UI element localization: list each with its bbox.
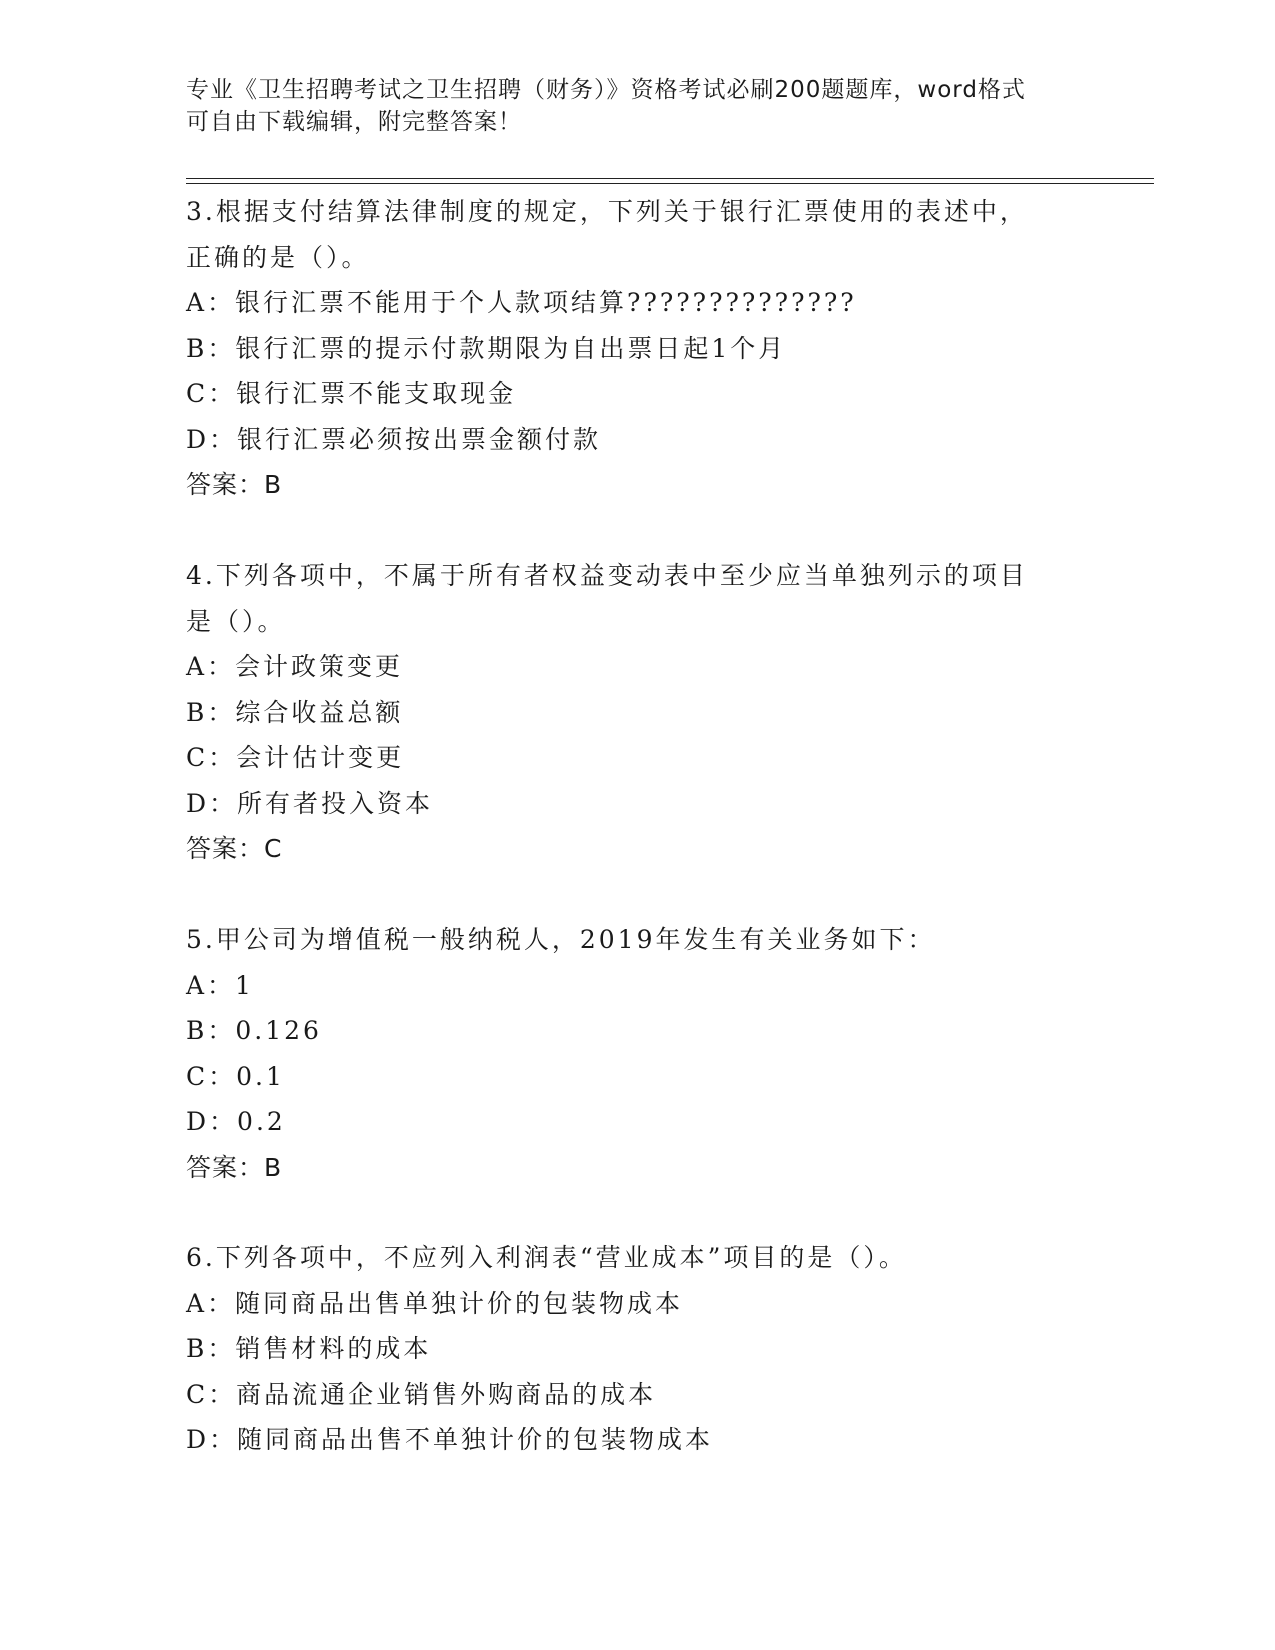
option-a: A：会计政策变更	[186, 652, 404, 681]
document-header	[186, 74, 1086, 138]
option-d: D：银行汇票必须按出票金额付款	[186, 424, 602, 454]
option-a: A：随同商品出售单独计价的包装物成本	[186, 1288, 684, 1318]
option-d: D：随同商品出售不单独计价的包装物成本	[186, 1425, 714, 1454]
option-c: C：会计估计变更	[186, 743, 405, 772]
option-d: D：所有者投入资本	[186, 788, 434, 818]
option-c: C：银行汇票不能支取现金	[186, 379, 517, 408]
option-a: A：银行汇票不能用于个人款项结算??????????????	[186, 288, 857, 317]
option-b: B：0.126	[186, 1016, 322, 1045]
question-stem: 5.甲公司为增值税一般纳税人，2019年发生有关业务如下：	[186, 925, 936, 954]
question-3	[186, 189, 1086, 508]
answer-key: 答案：C	[186, 834, 283, 863]
option-c: C：0.1	[186, 1061, 285, 1091]
answer-key: 答案：B	[186, 470, 283, 499]
answer-key: 答案：B	[186, 1152, 283, 1182]
header-line-1: 专业《卫生招聘考试之卫生招聘（财务）》资格考试必刷200题题库，word格式	[186, 77, 1026, 103]
option-b: B：综合收益总额	[186, 697, 404, 727]
question-stem: 3.根据支付结算法律制度的规定，下列关于银行汇票使用的表述中，	[186, 197, 1028, 226]
option-a: A：1	[186, 970, 254, 1000]
header-divider-bottom	[186, 183, 1154, 184]
header-divider-top	[186, 178, 1154, 179]
question-stem: 6.下列各项中，不应列入利润表“营业成本”项目的是（）。	[186, 1243, 907, 1272]
option-b: B：销售材料的成本	[186, 1334, 432, 1363]
option-c: C：商品流通企业销售外购商品的成本	[186, 1379, 657, 1409]
option-b: B：银行汇票的提示付款期限为自出票日起1个月	[186, 333, 787, 363]
question-stem: 正确的是（）。	[186, 242, 370, 272]
question-stem: 4.下列各项中，不属于所有者权益变动表中至少应当单独列示的项目	[186, 561, 1028, 590]
question-5	[186, 917, 1086, 1190]
question-4	[186, 553, 1086, 872]
question-stem: 是（）。	[186, 606, 286, 636]
question-6	[186, 1235, 1086, 1463]
option-d: D：0.2	[186, 1107, 286, 1136]
header-line-2: 可自由下载编辑，附完整答案！	[186, 109, 522, 135]
